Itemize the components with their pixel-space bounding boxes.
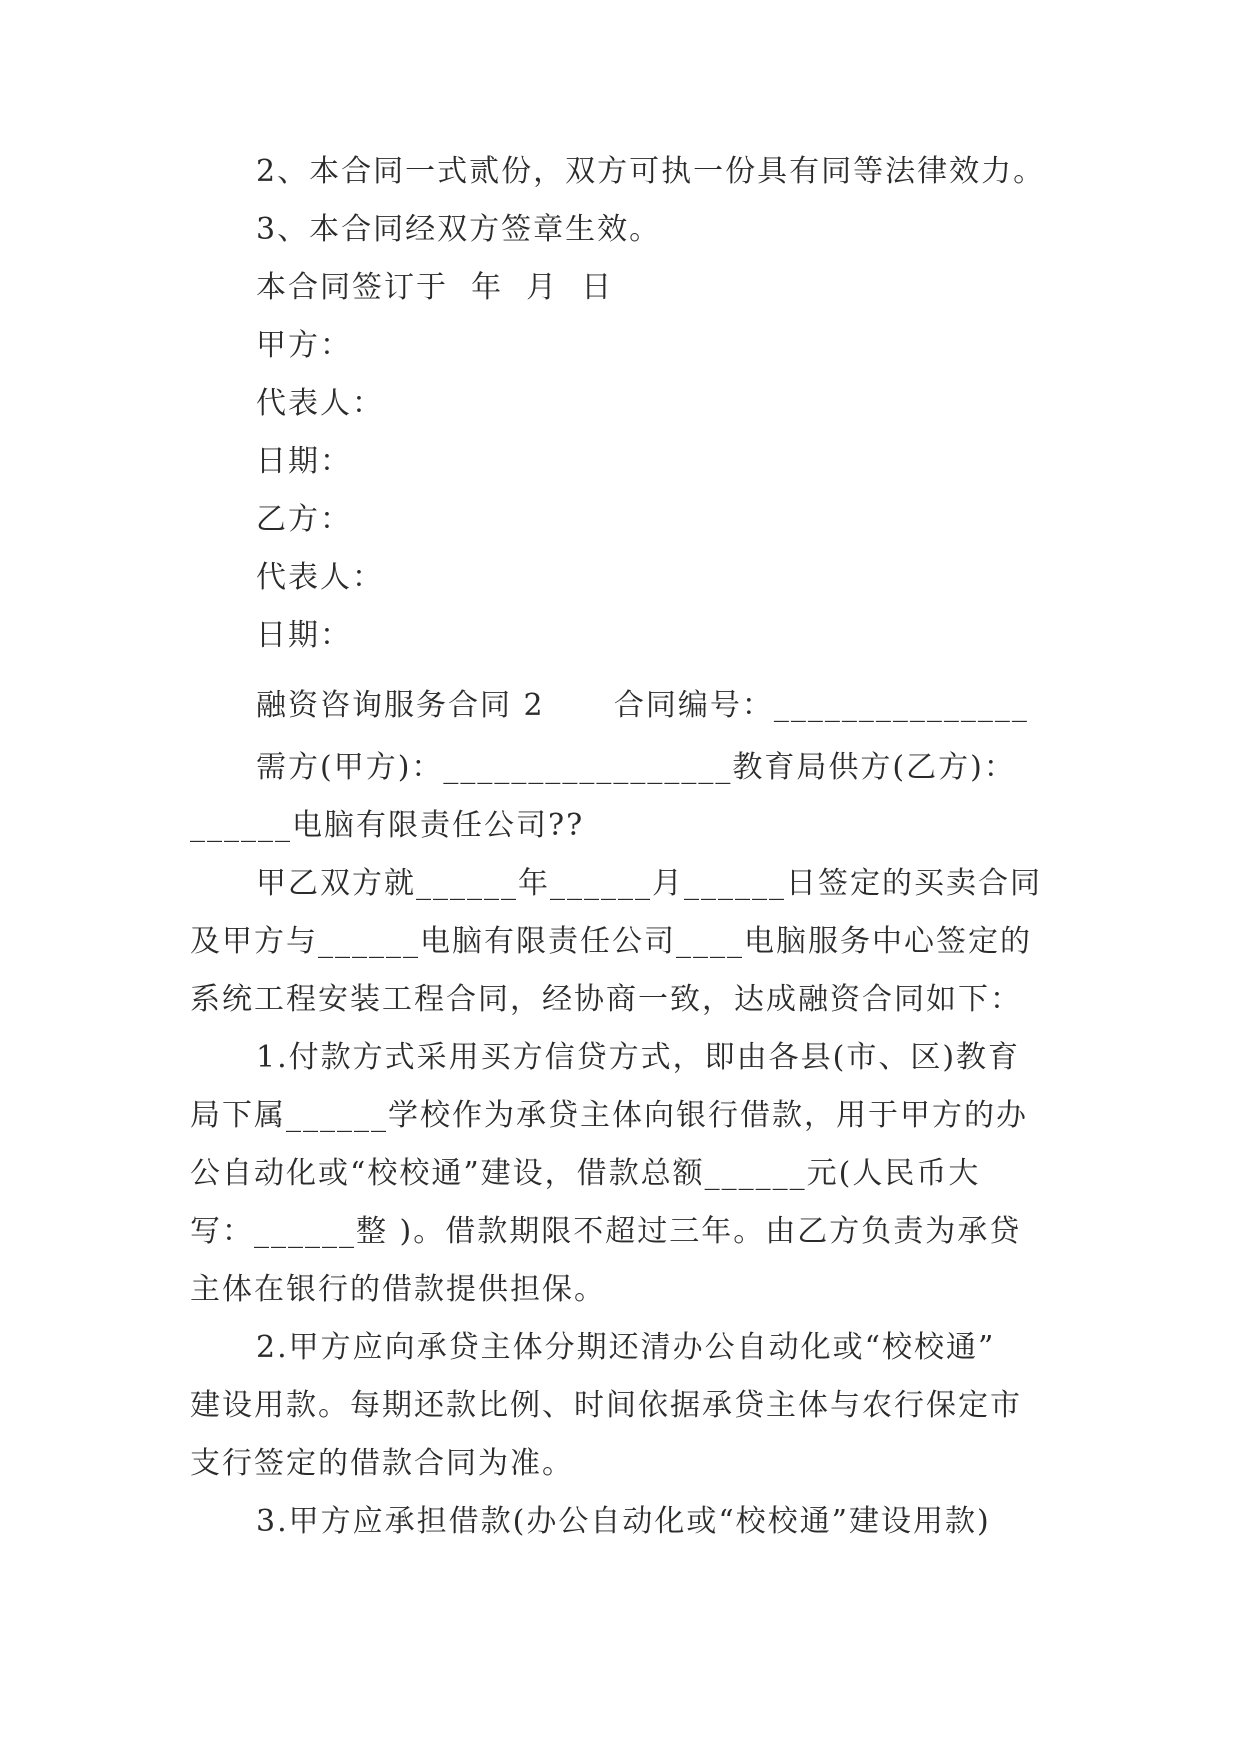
party-b-date: 日期：: [256, 618, 352, 653]
party-a-date: 日期：: [256, 444, 352, 479]
party-a-representative: 代表人：: [256, 386, 384, 421]
body-paragraph-line: 系统工程安装工程合同，经协商一致，达成融资合同如下：: [190, 982, 1022, 1017]
body-paragraph-line: 及甲方与______电脑有限责任公司____电脑服务中心签定的: [190, 924, 1032, 959]
body-paragraph-line: 甲乙双方就______年______月______日签定的买卖合同: [256, 866, 1042, 901]
party-b-representative: 代表人：: [256, 560, 384, 595]
item-3-line: 3.甲方应承担借款(办公自动化或“校校通”建设用款): [256, 1504, 991, 1539]
parties-line: 需方(甲方)：_________________教育局供方(乙方)：: [256, 750, 1016, 785]
contract-2-title: 融资咨询服务合同 2 合同编号：_______________: [256, 688, 1029, 723]
supplier-company-line: ______电脑有限责任公司??: [190, 808, 585, 843]
item-2-line: 2.甲方应向承贷主体分期还清办公自动化或“校校通”: [256, 1330, 996, 1365]
clause-2-copies: 2、本合同一式贰份，双方可执一份具有同等法律效力。: [256, 154, 1046, 189]
item-1-line: 主体在银行的借款提供担保。: [190, 1272, 606, 1307]
signing-date-line: 本合同签订于 年 月 日: [256, 270, 614, 305]
item-1-line: 写：______整 )。借款期限不超过三年。由乙方负责为承贷: [190, 1214, 1022, 1249]
party-a-label: 甲方：: [256, 328, 352, 363]
item-1-line: 局下属______学校作为承贷主体向银行借款，用于甲方的办: [190, 1098, 1028, 1133]
party-b-label: 乙方：: [256, 502, 352, 537]
item-2-line: 支行签定的借款合同为准。: [190, 1446, 574, 1481]
clause-3-effective: 3、本合同经双方签章生效。: [256, 212, 662, 247]
item-1-line: 公自动化或“校校通”建设，借款总额______元(人民币大: [190, 1156, 981, 1191]
item-1-line: 1.付款方式采用买方信贷方式，即由各县(市、区)教育: [256, 1040, 1021, 1075]
item-2-line: 建设用款。每期还款比例、时间依据承贷主体与农行保定市: [190, 1388, 1022, 1423]
